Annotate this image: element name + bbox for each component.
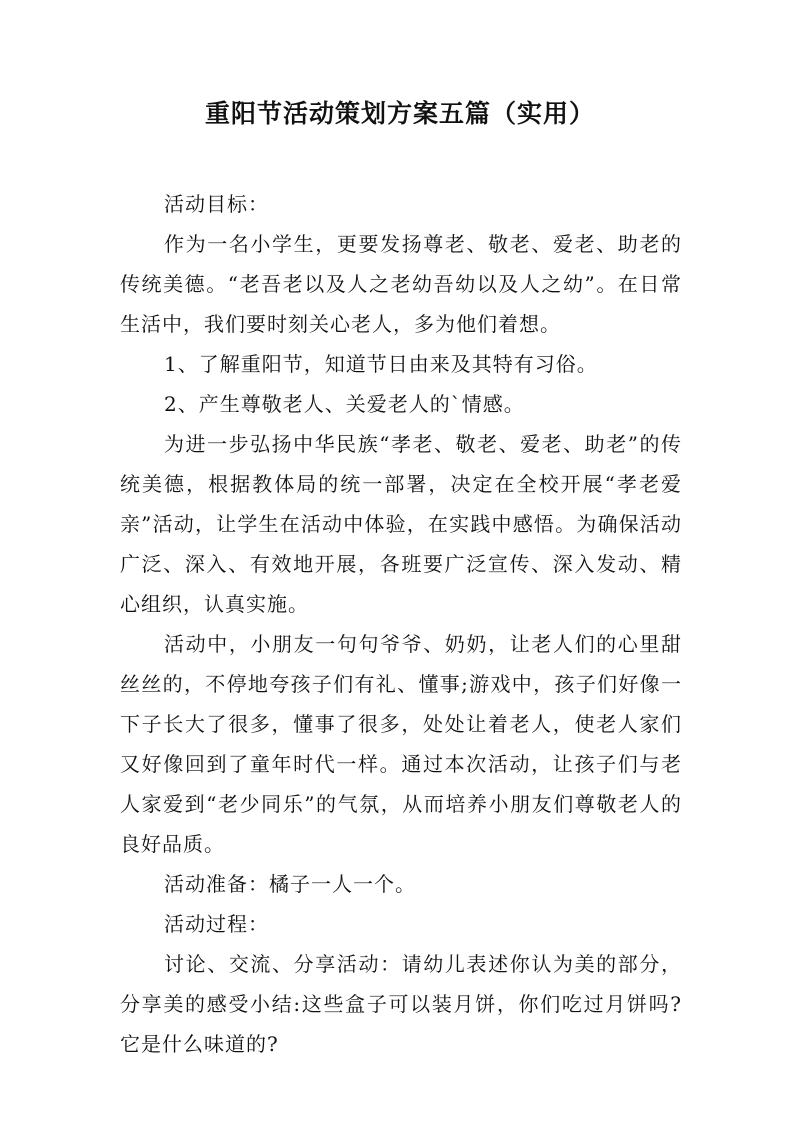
paragraph-goal-item-1: 1、了解重阳节，知道节日由来及其特有习俗。 bbox=[164, 352, 598, 376]
paragraph-preparation: 活动准备：橘子一人一个。 bbox=[164, 872, 416, 896]
paragraph-goal-heading: 活动目标： bbox=[164, 192, 269, 216]
paragraph-goal-item-2: 2、产生尊敬老人、关爱老人的`情感。 bbox=[164, 392, 525, 416]
paragraph-process-heading: 活动过程： bbox=[164, 912, 269, 936]
paragraph-goal-text: 作为一名小学生，更要发扬尊老、敬老、爱老、助老的传统美德。“老吾老以及人之老幼吾幼以及人之幼”。在日常生活中，我们要时刻关心老人，多为他们着想。 bbox=[120, 232, 682, 336]
paragraph-background: 为进一步弘扬中华民族“孝老、敬老、爱老、助老”的传统美德，根据教体局的统一部署，决定在全校开展“孝老爱亲”活动，让学生在活动中体验，在实践中感悟。为确保活动广泛、深入、有效地开展，各班要广泛宣传、深入发动、精心组织，认真实施。 bbox=[120, 432, 682, 616]
document-body bbox=[120, 184, 682, 1064]
document-title: 重阳节活动策划方案五篇（实用） bbox=[204, 99, 595, 128]
paragraph-activity-summary: 活动中，小朋友一句句爷爷、奶奶，让老人们的心里甜丝丝的，不停地夸孩子们有礼、懂事;游戏中，孩子们好像一下子长大了很多，懂事了很多，处处让着老人，使老人家们又好像回到了童年时代一样。通过本次活动，让孩子们与老人家爱到“老少同乐”的气氛，从而培养小朋友们尊敬老人的良好品质。 bbox=[120, 632, 682, 856]
paragraph-process-text: 讨论、交流、分享活动：请幼儿表述你认为美的部分，分享美的感受小结:这些盒子可以装月饼，你们吃过月饼吗?它是什么味道的? bbox=[120, 952, 682, 1056]
